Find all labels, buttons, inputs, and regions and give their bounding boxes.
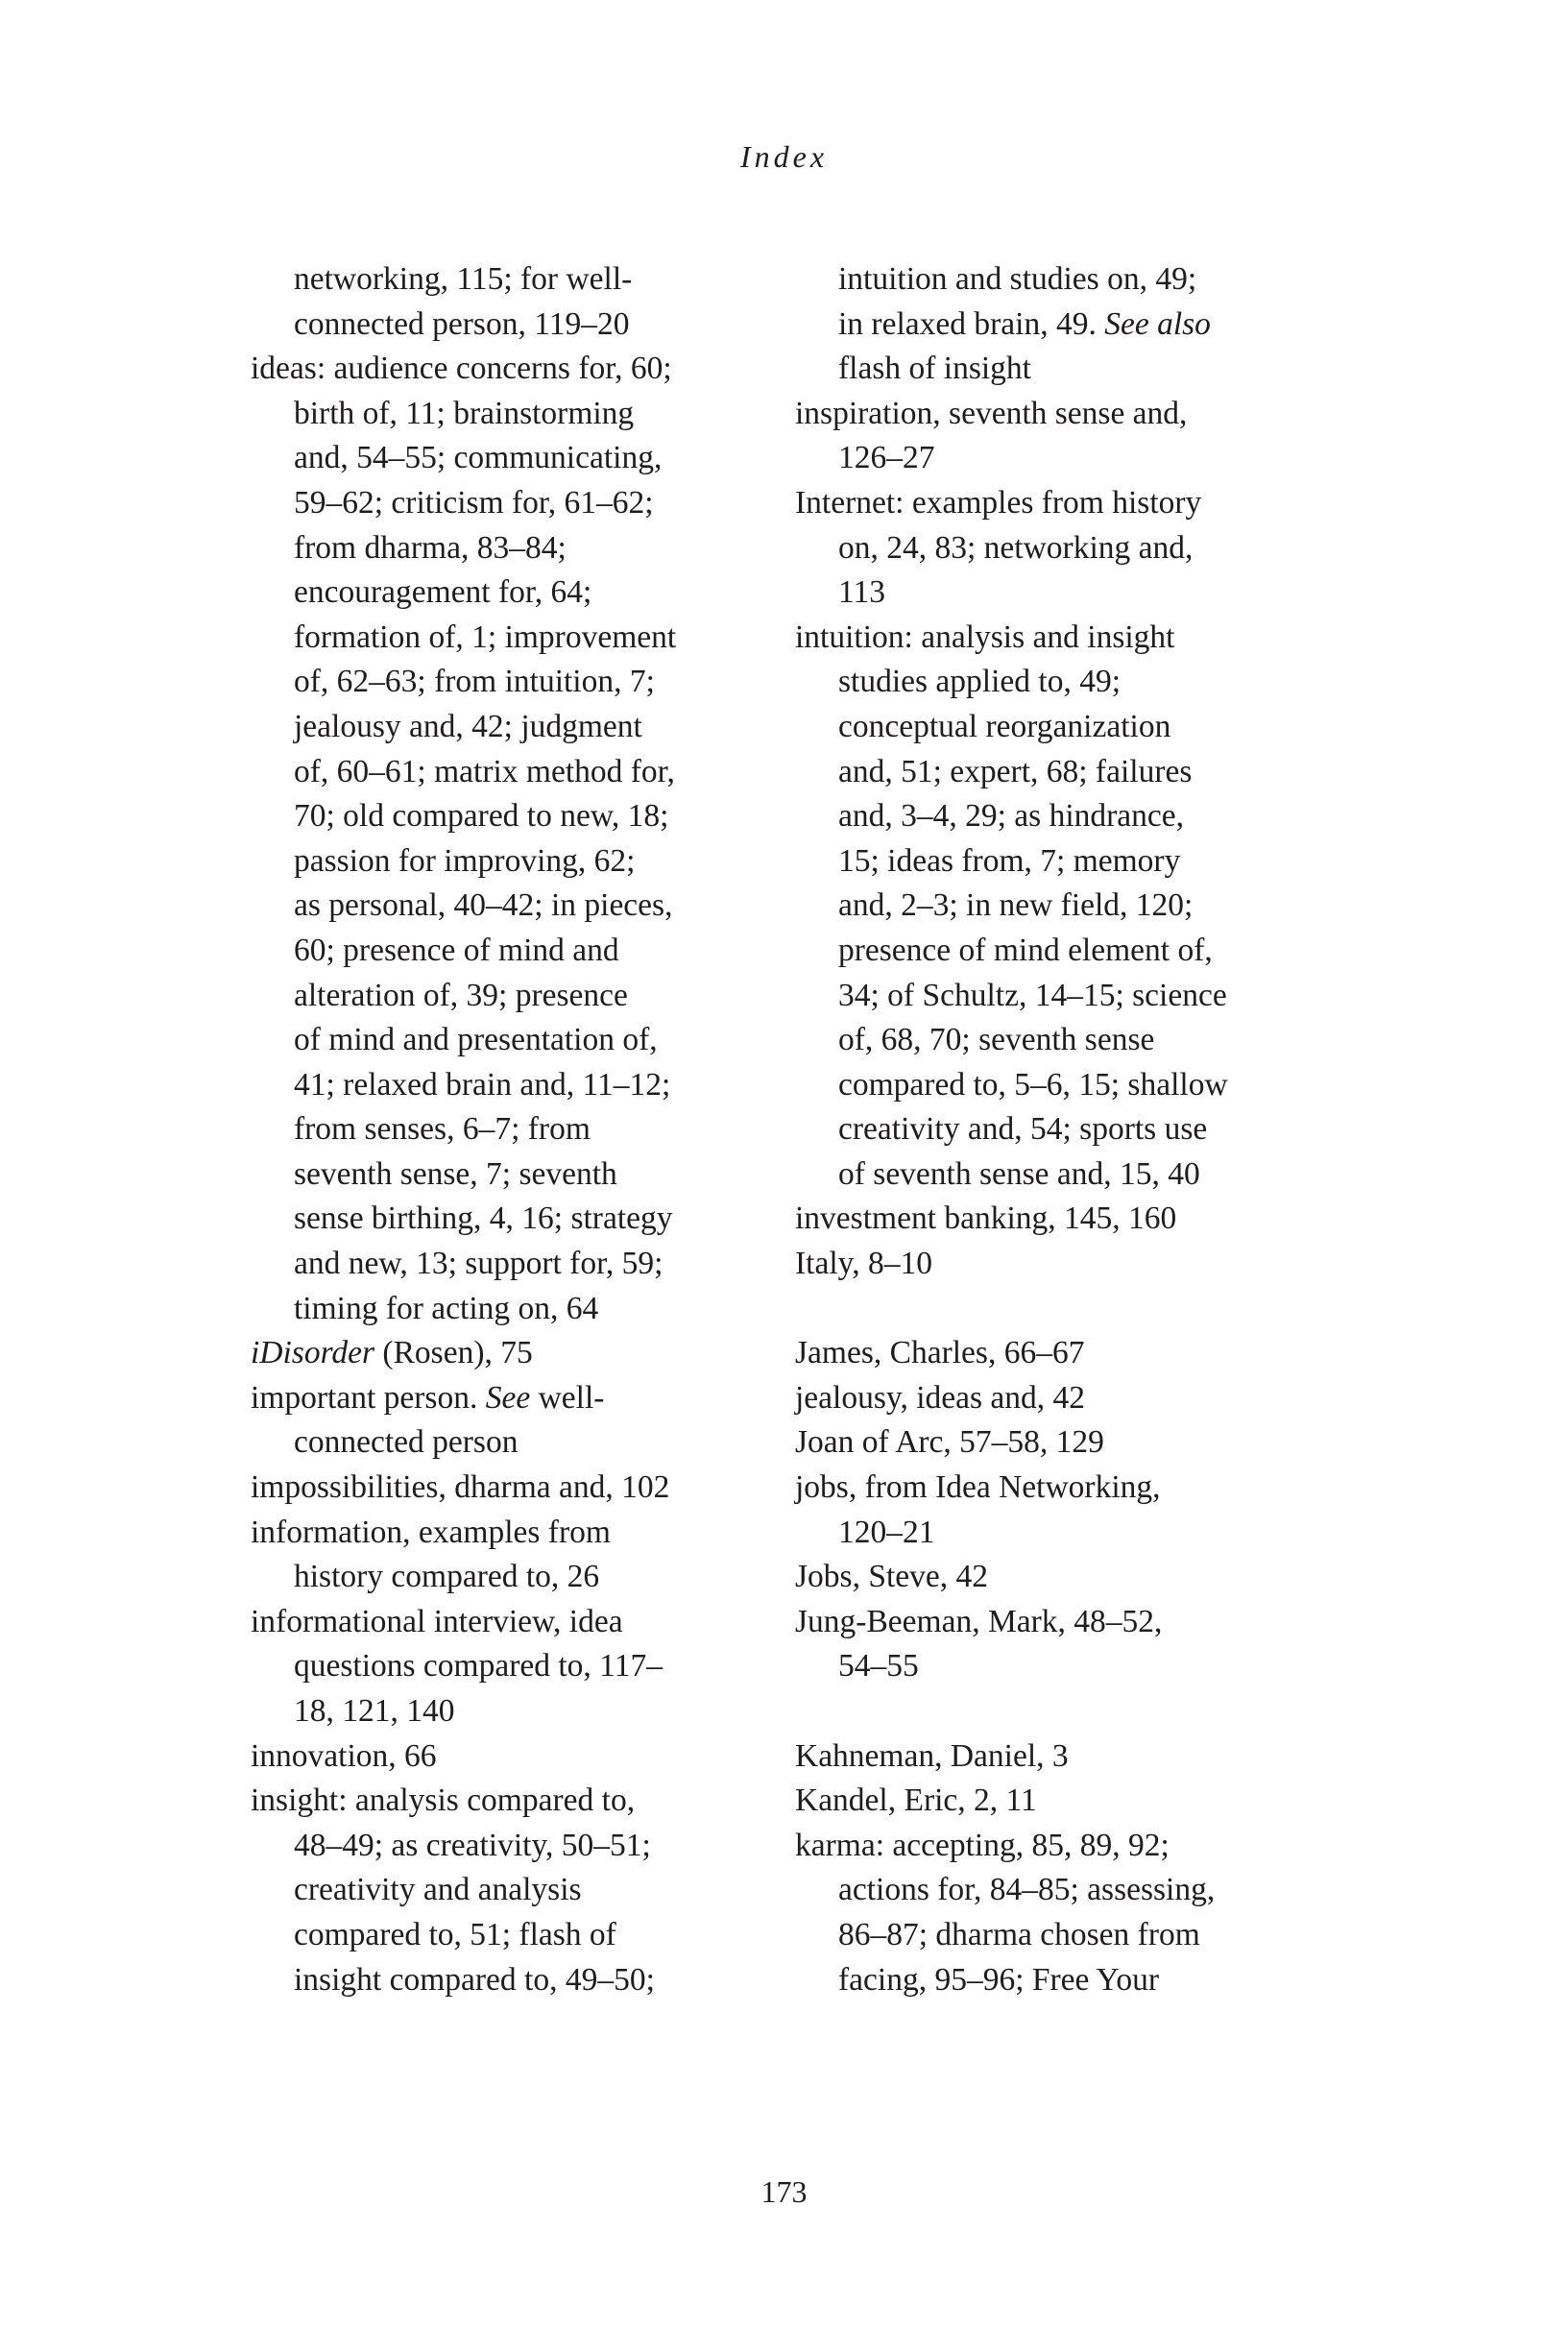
index-entry xyxy=(795,1824,1333,1869)
entry-text: Internet: examples from history xyxy=(795,484,1202,521)
italic-text: See also xyxy=(1104,305,1211,342)
index-entry xyxy=(795,1600,1333,1645)
entry-text: and, 2–3; in new field, 120; xyxy=(838,887,1194,924)
entry-text: impossibilities, dharma and, 102 xyxy=(251,1469,670,1506)
index-subline xyxy=(251,1287,788,1332)
entry-text: presence of mind element of, xyxy=(838,932,1213,968)
entry-text: creativity and, 54; sports use xyxy=(838,1111,1208,1148)
entry-text: Joan of Arc, 57–58, 129 xyxy=(795,1424,1104,1461)
index-subline xyxy=(251,1063,788,1108)
entry-text: from dharma, 83–84; xyxy=(294,529,567,566)
index-subline xyxy=(251,1018,788,1063)
blank-line xyxy=(795,1287,1333,1332)
entry-text: well- xyxy=(530,1379,605,1416)
index-subline xyxy=(795,257,1333,303)
entry-text: 120–21 xyxy=(838,1514,935,1550)
index-subline xyxy=(251,974,788,1019)
blank-line xyxy=(795,1689,1333,1734)
index-subline xyxy=(795,526,1333,571)
entry-text: in relaxed brain, 49. xyxy=(838,305,1105,342)
entry-text: of seventh sense and, 15, 40 xyxy=(838,1155,1200,1192)
entry-text: Kahneman, Daniel, 3 xyxy=(795,1737,1069,1774)
entry-text: jealousy and, 42; judgment xyxy=(294,708,642,744)
entry-text: 59–62; criticism for, 61–62; xyxy=(294,484,654,521)
index-subline xyxy=(795,929,1333,974)
index-column-left xyxy=(251,257,788,2002)
italic-text: iDisorder xyxy=(251,1335,375,1371)
entry-text: seventh sense, 7; seventh xyxy=(294,1155,617,1192)
running-head: Index xyxy=(739,139,829,174)
index-entry xyxy=(795,1242,1333,1287)
entry-text: 15; ideas from, 7; memory xyxy=(838,842,1181,879)
entry-text: encouragement for, 64; xyxy=(294,574,592,611)
index-subline xyxy=(251,1152,788,1198)
entry-text: 60; presence of mind and xyxy=(294,932,619,968)
index-subline xyxy=(795,1913,1333,1958)
entry-text: Kandel, Eric, 2, 11 xyxy=(795,1782,1037,1819)
entry-text: 18, 121, 140 xyxy=(294,1693,455,1729)
index-subline xyxy=(251,1958,788,2003)
index-subline xyxy=(251,436,788,481)
entry-text: networking, 115; for well- xyxy=(294,261,633,297)
index-subline xyxy=(251,526,788,571)
entry-text: and, 3–4, 29; as hindrance, xyxy=(838,798,1185,835)
entry-text: insight compared to, 49–50; xyxy=(294,1961,655,1998)
entry-text: inspiration, seventh sense and, xyxy=(795,395,1188,431)
entry-text: of mind and presentation of, xyxy=(294,1022,658,1058)
index-entry xyxy=(795,481,1333,526)
entry-text: 54–55 xyxy=(838,1648,919,1685)
entry-text: informational interview, idea xyxy=(251,1603,623,1639)
index-subline xyxy=(795,1511,1333,1556)
entry-text: sense birthing, 4, 16; strategy xyxy=(294,1200,673,1237)
index-subline xyxy=(795,839,1333,885)
index-entry xyxy=(251,1779,788,1824)
index-subline xyxy=(251,660,788,705)
index-subline xyxy=(251,1913,788,1958)
index-entry xyxy=(251,1331,788,1376)
entry-text: conceptual reorganization xyxy=(838,708,1171,744)
index-entry xyxy=(251,1734,788,1780)
index-entry xyxy=(251,1600,788,1645)
entry-text: insight: analysis compared to, xyxy=(251,1782,636,1819)
entry-text: birth of, 11; brainstorming xyxy=(294,395,635,431)
entry-text: and, 51; expert, 68; failures xyxy=(838,753,1193,789)
entry-text: on, 24, 83; networking and, xyxy=(838,529,1194,566)
index-entry xyxy=(795,1331,1333,1376)
index-subline xyxy=(795,1644,1333,1689)
index-entry xyxy=(795,392,1333,437)
index-entry xyxy=(795,1779,1333,1824)
entry-text: timing for acting on, 64 xyxy=(294,1290,599,1326)
index-subline xyxy=(251,1242,788,1287)
index-subline xyxy=(795,570,1333,616)
index-subline xyxy=(251,570,788,616)
index-subline xyxy=(251,257,788,303)
index-subline xyxy=(251,705,788,750)
entry-text: (Rosen), 75 xyxy=(374,1335,533,1371)
entry-text: history compared to, 26 xyxy=(294,1559,600,1595)
entry-text: intuition and studies on, 49; xyxy=(838,261,1197,297)
index-subline xyxy=(795,303,1333,348)
entry-text: creativity and analysis xyxy=(294,1872,582,1908)
entry-text: studies applied to, 49; xyxy=(838,664,1122,700)
entry-text: jealousy, ideas and, 42 xyxy=(795,1379,1086,1416)
index-subline xyxy=(795,1107,1333,1152)
index-subline xyxy=(251,929,788,974)
index-entry xyxy=(251,1376,788,1421)
entry-text: formation of, 1; improvement xyxy=(294,618,677,655)
index-subline xyxy=(795,1958,1333,2003)
index-entry xyxy=(251,347,788,392)
index-subline xyxy=(251,1644,788,1689)
entry-text: James, Charles, 66–67 xyxy=(795,1335,1085,1371)
index-subline xyxy=(251,1824,788,1869)
entry-text: Italy, 8–10 xyxy=(795,1246,932,1282)
entry-text: connected person xyxy=(294,1424,519,1461)
index-subline xyxy=(251,1420,788,1466)
entry-text: information, examples from xyxy=(251,1514,611,1550)
index-subline xyxy=(251,1868,788,1913)
entry-text: facing, 95–96; Free Your xyxy=(838,1961,1160,1998)
index-subline xyxy=(251,884,788,929)
entry-text: 126–27 xyxy=(838,440,935,476)
italic-text: See xyxy=(485,1379,531,1416)
index-entry xyxy=(795,1420,1333,1466)
index-column-right xyxy=(795,257,1333,2002)
index-subline xyxy=(251,839,788,885)
entry-text: jobs, from Idea Networking, xyxy=(795,1469,1161,1506)
entry-text: investment banking, 145, 160 xyxy=(795,1200,1177,1237)
entry-text: compared to, 5–6, 15; shallow xyxy=(838,1066,1228,1103)
entry-text: intuition: analysis and insight xyxy=(795,618,1175,655)
entry-text: connected person, 119–20 xyxy=(294,305,630,342)
entry-text: alteration of, 39; presence xyxy=(294,977,628,1013)
entry-text: 48–49; as creativity, 50–51; xyxy=(294,1827,651,1863)
entry-text: 70; old compared to new, 18; xyxy=(294,798,669,835)
index-subline xyxy=(795,347,1333,392)
entry-text: important person. xyxy=(251,1379,486,1416)
index-entry xyxy=(795,1376,1333,1421)
index-subline xyxy=(251,303,788,348)
entry-text: of, 68, 70; seventh sense xyxy=(838,1022,1155,1058)
entry-text: and, 54–55; communicating, xyxy=(294,440,663,476)
entry-text: compared to, 51; flash of xyxy=(294,1916,616,1952)
entry-text: 113 xyxy=(838,574,886,611)
entry-text: flash of insight xyxy=(838,351,1031,387)
entry-text: passion for improving, 62; xyxy=(294,842,636,879)
index-subline xyxy=(251,616,788,661)
entry-text: 34; of Schultz, 14–15; science xyxy=(838,977,1227,1013)
index-subline xyxy=(251,1689,788,1734)
entry-text: 86–87; dharma chosen from xyxy=(838,1916,1200,1952)
entry-text: of, 62–63; from intuition, 7; xyxy=(294,664,655,700)
entry-text: innovation, 66 xyxy=(251,1737,437,1774)
entry-text: karma: accepting, 85, 89, 92; xyxy=(795,1827,1170,1863)
index-entry xyxy=(251,1511,788,1556)
index-subline xyxy=(795,1063,1333,1108)
index-subline xyxy=(795,1152,1333,1198)
index-subline xyxy=(795,1018,1333,1063)
index-subline xyxy=(251,392,788,437)
index-subline xyxy=(251,1555,788,1600)
entry-text: questions compared to, 117– xyxy=(294,1648,663,1685)
index-subline xyxy=(251,750,788,795)
index-entry xyxy=(795,1555,1333,1600)
entry-text: ideas: audience concerns for, 60; xyxy=(251,351,672,387)
index-subline xyxy=(795,436,1333,481)
index-entry xyxy=(795,1466,1333,1511)
index-subline xyxy=(795,1868,1333,1913)
index-subline xyxy=(251,1107,788,1152)
entry-text: Jobs, Steve, 42 xyxy=(795,1559,988,1595)
entry-text: from senses, 6–7; from xyxy=(294,1111,591,1148)
index-subline xyxy=(795,974,1333,1019)
index-entry xyxy=(251,1466,788,1511)
index-subline xyxy=(251,794,788,839)
index-subline xyxy=(251,481,788,526)
index-subline xyxy=(795,794,1333,839)
entry-text: and new, 13; support for, 59; xyxy=(294,1246,663,1282)
index-subline xyxy=(795,705,1333,750)
index-entry xyxy=(795,1197,1333,1242)
entry-text: actions for, 84–85; assessing, xyxy=(838,1872,1216,1908)
entry-text: as personal, 40–42; in pieces, xyxy=(294,887,673,924)
entry-text: of, 60–61; matrix method for, xyxy=(294,753,675,789)
page-number: 173 xyxy=(760,2174,808,2209)
index-subline xyxy=(795,884,1333,929)
index-entry xyxy=(795,616,1333,661)
index-subline xyxy=(795,750,1333,795)
index-entry xyxy=(795,1734,1333,1780)
entry-text: 41; relaxed brain and, 11–12; xyxy=(294,1066,671,1103)
entry-text: Jung-Beeman, Mark, 48–52, xyxy=(795,1603,1163,1639)
index-subline xyxy=(251,1197,788,1242)
index-subline xyxy=(795,660,1333,705)
